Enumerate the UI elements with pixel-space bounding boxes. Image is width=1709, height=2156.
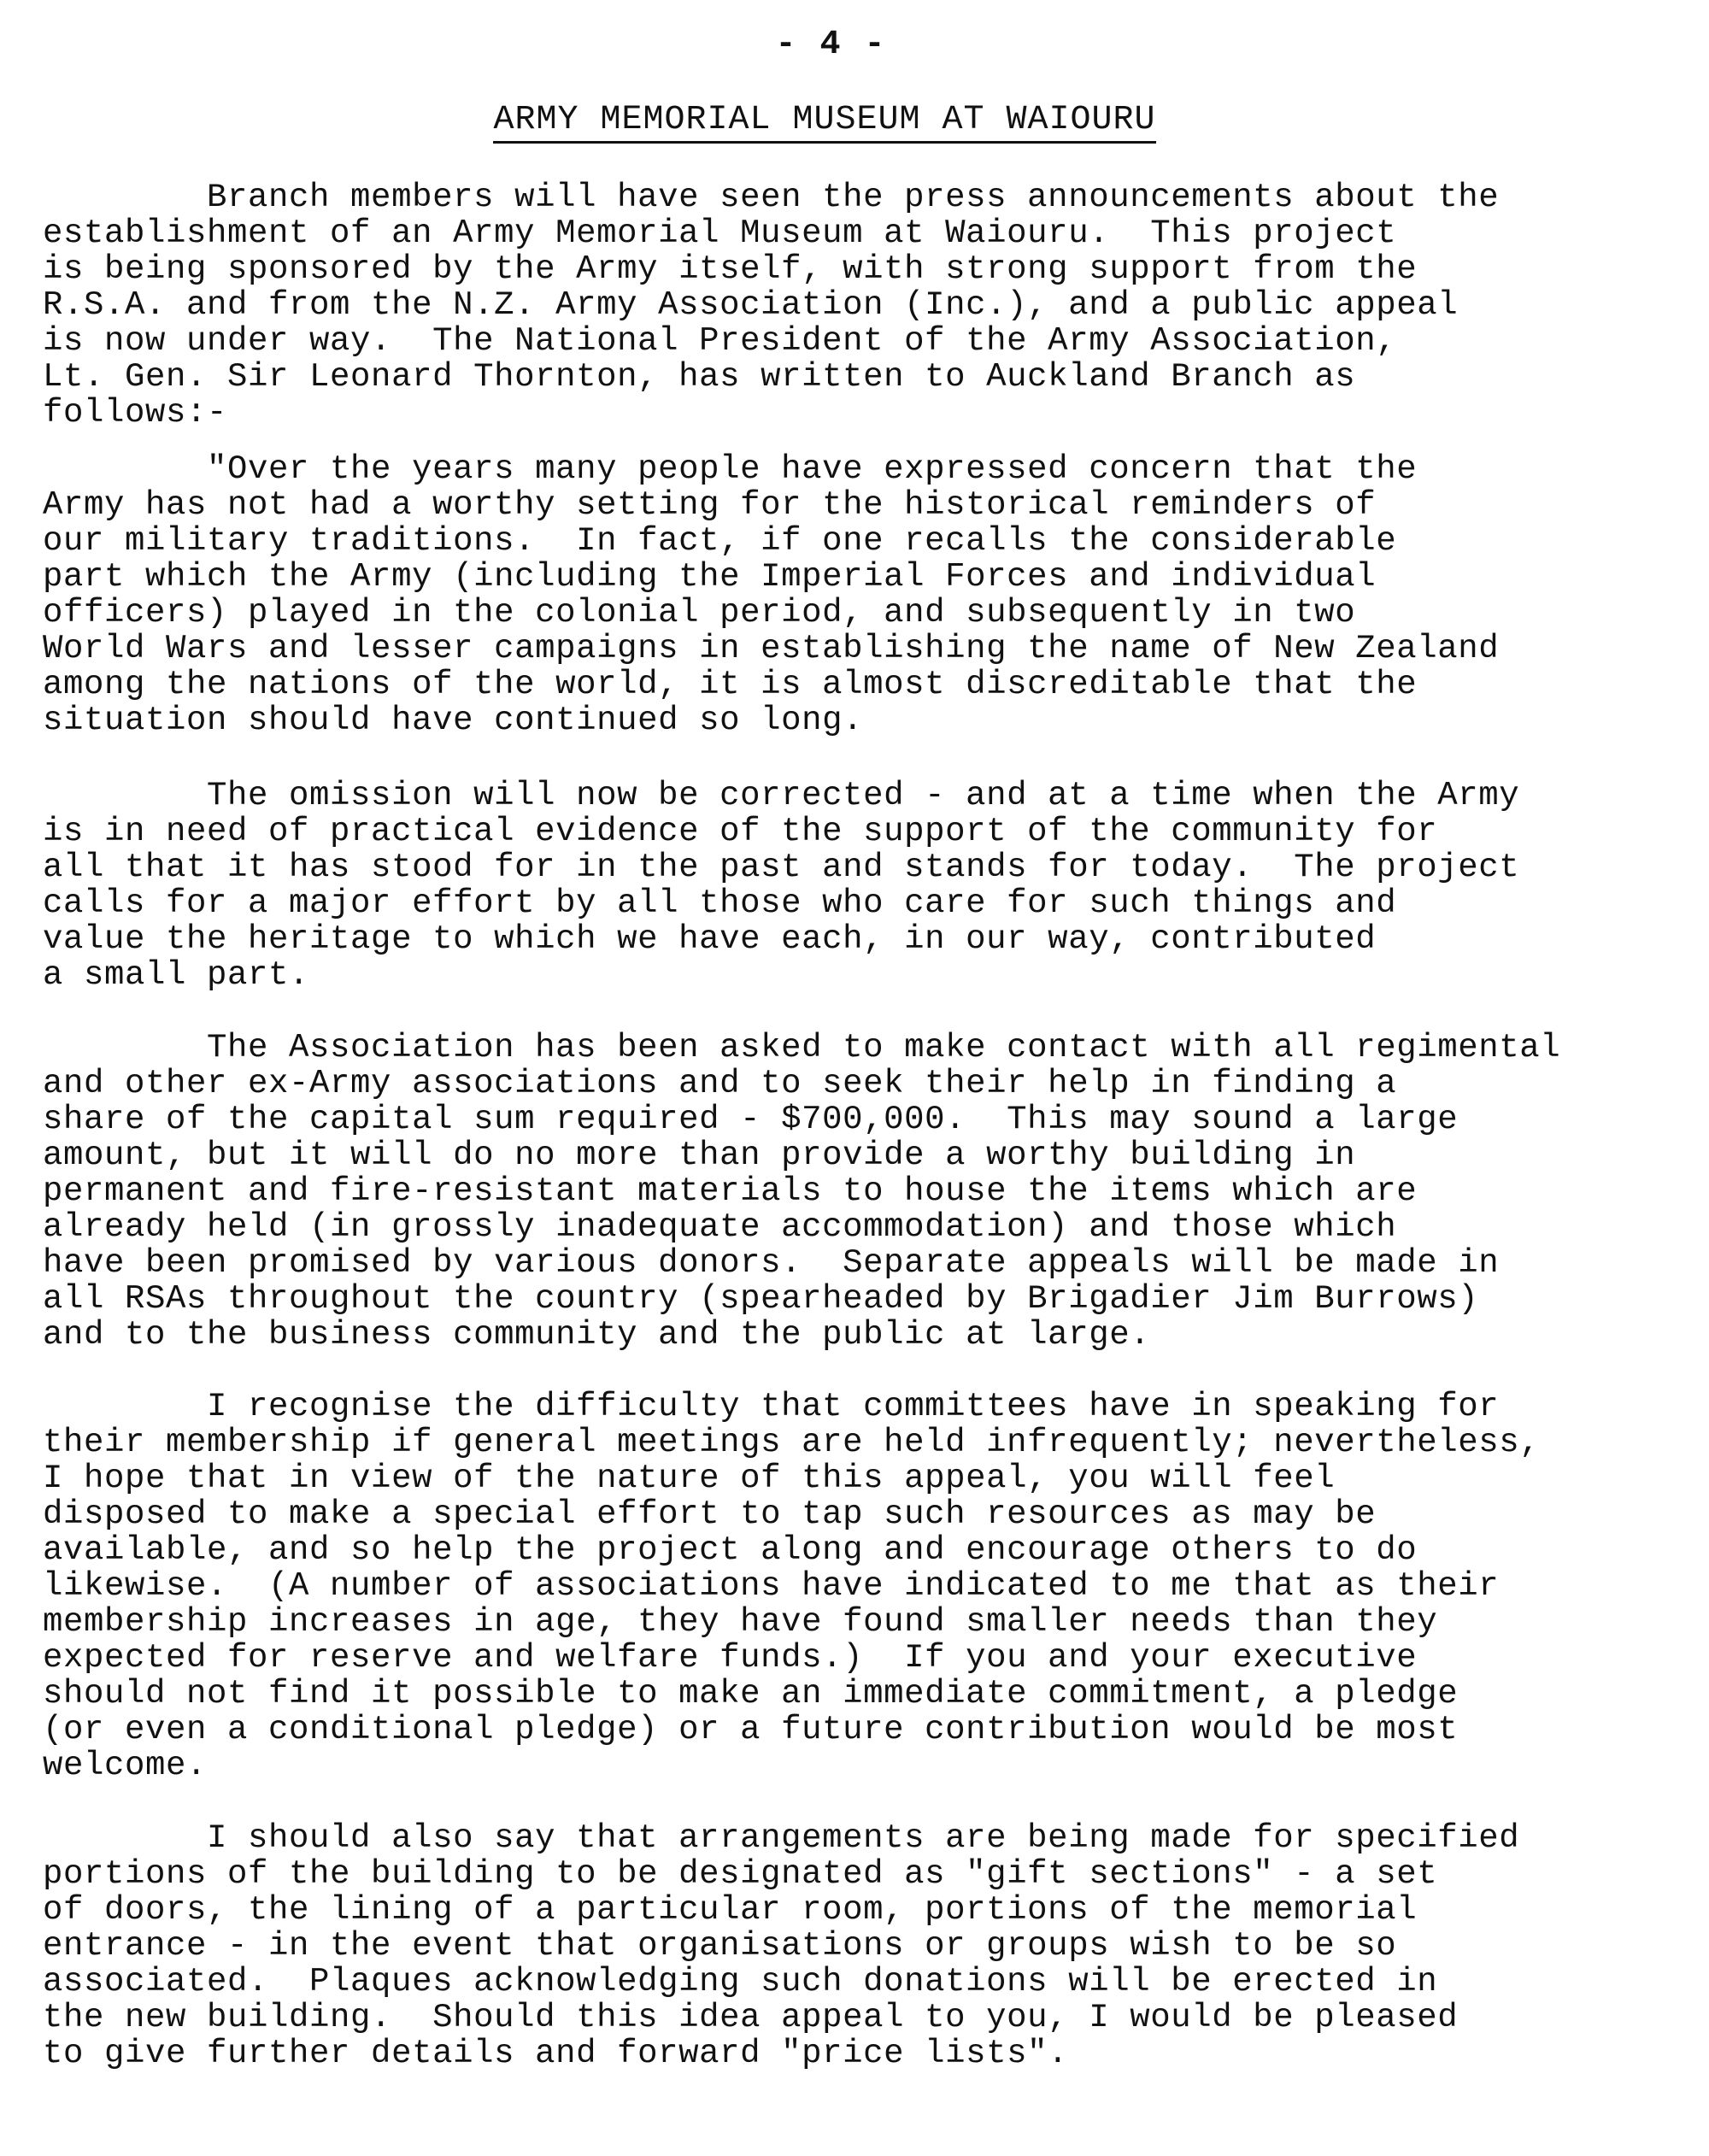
- paragraph-intro: Branch members will have seen the press announcements about the establishment of an Army Memorial Museum at Waiouru. This project is being sponsored by the Army itself, with strong support from the R.S.A. and from the N.Z. Army Association (Inc.), and a public appeal is now under way. The National President of the Army Association, Lt. Gen. Sir Leonard Thornton, has written to Auckland Branch as follows:-: [43, 179, 1500, 432]
- paragraph-committees: I recognise the difficulty that committees have in speaking for their membership if general meetings are held infrequently; nevertheless, I hope that in view of the nature of this appeal, you will feel disposed to make a special effort to tap such resources as may be available, and so help the project along and encourage others to do likewise. (A number of associations have indicated to me that as their membership increases in age, they have found smaller needs than they expected for reserve and welfare funds.) If you and your executive should not find it possible to make an immediate commitment, a pledge (or even a conditional pledge) or a future contribution would be most welcome.: [43, 1388, 1541, 1784]
- article-title: [0, 101, 1649, 139]
- article-title-text: ARMY MEMORIAL MUSEUM AT WAIOURU: [493, 101, 1155, 144]
- paragraph-quote-opening: "Over the years many people have expressed concern that the Army has not had a worthy setting for the historical reminders of our military traditions. In fact, if one recalls the considerable part which the Army (including the Imperial Forces and individual officers) played in the colonial period, and subsequently in two World Wars and lesser campaigns in establishing the name of New Zealand among the nations of the world, it is almost discreditable that the situation should have continued so long.: [43, 450, 1500, 739]
- paragraph-omission: The omission will now be corrected - and at a time when the Army is in need of practical evidence of the support of the community for all that it has stood for in the past and stands for today. The project calls for a major effort by all those who care for such things and value the heritage to which we have each, in our way, contributed a small part.: [43, 777, 1520, 994]
- paragraph-gift-sections: I should also say that arrangements are being made for specified portions of the building to be designated as "gift sections" - a set of doors, the lining of a particular room, portions of the memorial entrance - in the event that organisations or groups wish to be so associated. Plaques acknowledging such donations will be erected in the new building. Should this idea appeal to you, I would be pleased to give further details and forward "price lists".: [43, 1819, 1520, 2072]
- paragraph-capital-sum: The Association has been asked to make contact with all regimental and other ex-Army associations and to seek their help in finding a share of the capital sum required - $700,000. This may sound a large amount, but it will do no more than provide a worthy building in permanent and fire-resistant materials to house the items which are already held (in grossly inadequate accommodation) and those which have been promised by various donors. Separate appeals will be made in all RSAs throughout the country (spearheaded by Brigadier Jim Burrows) and to the business community and the public at large.: [43, 1029, 1561, 1354]
- page-number: - 4 -: [775, 26, 887, 64]
